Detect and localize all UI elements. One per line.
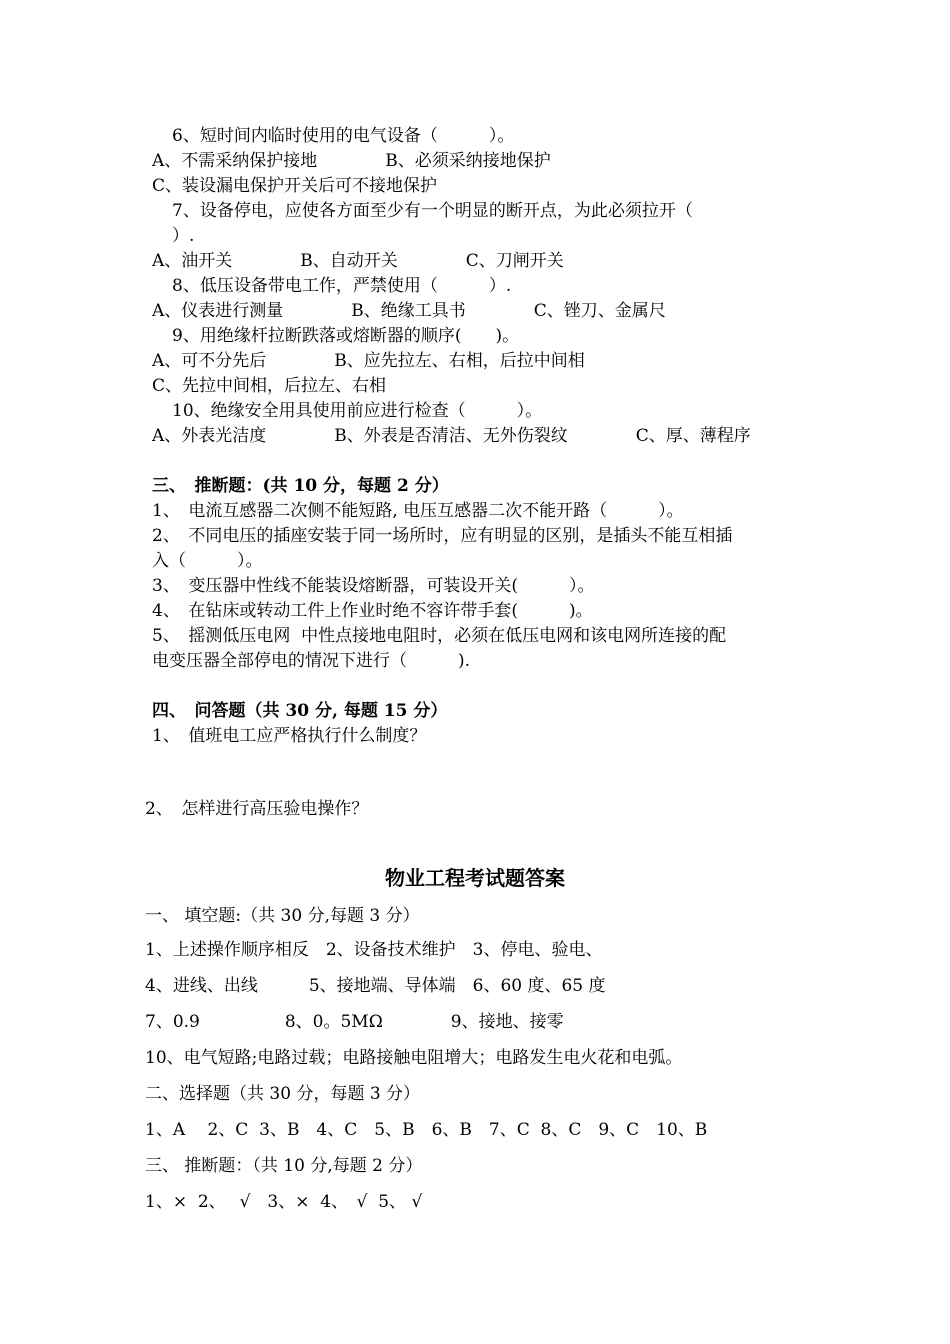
question-6: 6、短时间内临时使用的电气设备（ ）。	[172, 126, 515, 146]
section-4-heading: 四、 问答题（共 30 分, 每题 15 分）	[152, 701, 448, 721]
question-9-option-c: C、先拉中间相，后拉左、右相	[152, 376, 387, 396]
answer-line: 1、A 2、C 3、B 4、C 5、B 6、B 7、C 8、C 9、C 10、B	[145, 1120, 708, 1140]
judgement-item: 1、 电流互感器二次侧不能短路, 电压互感器二次不能开路（ ）。	[152, 501, 684, 521]
question-7: 7、设备停电，应使各方面至少有一个明显的断开点，为此必须拉开（	[172, 201, 693, 221]
question-10: 10、绝缘安全用具使用前应进行检查（ ）。	[172, 401, 543, 421]
answer-line: 10、电气短路;电路过载；电路接触电阻增大；电路发生电火花和电弧。	[145, 1048, 683, 1068]
question-8-options: A、仪表进行测量 B、绝缘工具书 C、锉刀、金属尺	[152, 301, 666, 321]
question-6-options-ab: A、不需采纳保护接地 B、必须采纳接地保护	[152, 151, 551, 171]
judgement-item: 5、 摇测低压电网 中性点接地电阻时，必须在低压电网和该电网所连接的配	[152, 626, 727, 646]
question-9-options-ab: A、可不分先后 B、应先拉左、右相，后拉中间相	[152, 351, 585, 371]
answer-title: 物业工程考试题答案	[385, 866, 565, 890]
question-10-options: A、外表光洁度 B、外表是否清洁、无外伤裂纹 C、厚、薄程序	[152, 426, 751, 446]
qa-question-1: 1、 值班电工应严格执行什么制度？	[152, 726, 427, 746]
question-7-options: A、油开关 B、自动开关 C、刀闸开关	[152, 251, 564, 271]
question-7-cont: ）.	[172, 226, 195, 246]
judgement-item: 4、 在钻床或转动工件上作业时绝不容许带手套( )。	[152, 601, 593, 621]
judgement-item: 2、 不同电压的插座安装于同一场所时，应有明显的区别，是插头不能互相插	[152, 526, 733, 546]
question-9: 9、用绝缘杆拉断跌落或熔断器的顺序( )。	[172, 326, 520, 346]
judgement-item: 3、 变压器中性线不能装设熔断器，可装设开关( ）。	[152, 576, 595, 596]
answer-line: 一、 填空题:（共 30 分,每题 3 分）	[145, 906, 420, 926]
judgement-item-cont: 入（ ）。	[152, 551, 263, 571]
judgement-item-cont: 电变压器全部停电的情况下进行（ ).	[152, 651, 471, 671]
answer-line: 4、进线、出线 5、接地端、导体端 6、60 度、65 度	[145, 976, 606, 996]
section-3-heading: 三、 推断题：(共 10 分，每题 2 分）	[152, 476, 449, 496]
question-8: 8、低压设备带电工作，严禁使用（ ）.	[172, 276, 512, 296]
question-6-option-c: C、装设漏电保护开关后可不接地保护	[152, 176, 438, 196]
answer-line: 7、0.9 8、0。5MΩ 9、接地、接零	[145, 1012, 564, 1032]
answer-line: 1、上述操作顺序相反 2、设备技术维护 3、停电、验电、	[145, 940, 603, 960]
answer-line: 1、× 2、 √ 3、× 4、 √ 5、 √	[145, 1192, 423, 1212]
answer-line: 三、 推断题：（共 10 分,每题 2 分）	[145, 1156, 423, 1176]
answer-line: 二、选择题（共 30 分，每题 3 分）	[145, 1084, 421, 1104]
qa-question-2: 2、 怎样进行高压验电操作？	[145, 799, 369, 819]
